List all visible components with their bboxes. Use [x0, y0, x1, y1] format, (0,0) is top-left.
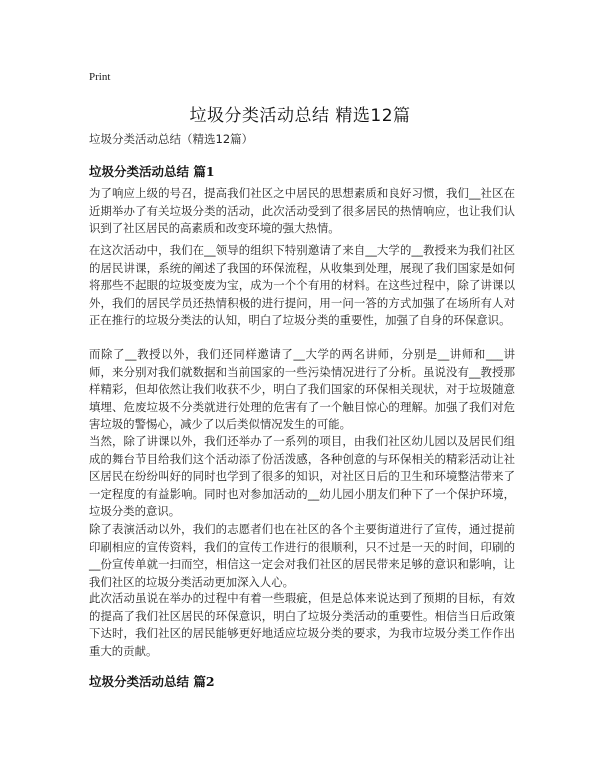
- section-heading-1: 垃圾分类活动总结 篇1: [89, 164, 215, 179]
- section-heading-2: 垃圾分类活动总结 篇2: [89, 674, 215, 689]
- paragraph-6: 此次活动虽说在举办的过程中有着一些瑕疵，但是总体来说达到了预期的目标，有效的提高了我们社区居民的环保意识，明白了垃圾分类活动的重要性。相信当日后政策下达时，我们社区的居民能够更好地适应垃圾分类的要求，为我市垃圾分类工作作出重大的贡献。: [89, 591, 515, 658]
- document-title: 垃圾分类活动总结 精选12篇: [189, 106, 411, 126]
- paragraph-1: 为了响应上级的号召，提高我们社区之中居民的思想素质和良好习惯，我们__社区在近期举办了有关垃圾分类的活动，此次活动受到了很多居民的热情响应，也让我们认识到了社区居民的高素质和改变环境的强大热情。: [89, 186, 515, 235]
- paragraph-3: 而除了__教授以外，我们还同样邀请了__大学的两名讲师，分别是__讲师和___讲师，来分别对我们就数据和当前国家的一些污染情况进行了分析。虽说没有__教授那样精彩，但却依然让我们收获不少，明白了我们国家的环保相关现状，对于垃圾随意填埋、危废垃圾不分类就进行处理的危害有了一个触目惊心的理解。加强了我们对危害垃圾的警惕心，减少了以后类似情况发生的可能。: [89, 347, 515, 431]
- print-link[interactable]: Print: [89, 71, 111, 83]
- paragraph-4: 当然，除了讲课以外，我们还举办了一系列的项目，由我们社区幼儿园以及居民们组成的舞台节目给我们这个活动添了份活泼感，各种创意的与环保相关的精彩活动让社区居民在纷纷叫好的同时也学到了很多的知识，对社区日后的卫生和环境整洁带来了一定程度的有益影响。同时也对参加活动的__幼儿园小朋友们种下了一个保护环境，垃圾分类的意识。: [89, 434, 515, 518]
- document-subtitle: 垃圾分类活动总结（精选12篇）: [89, 132, 254, 146]
- paragraph-5: 除了表演活动以外，我们的志愿者们也在社区的各个主要街道进行了宣传，通过提前印刷相应的宣传资料，我们的宣传工作进行的很顺利，只不过是一天的时间，印刷的__份宣传单就一扫而空，相信这一定会对我们社区的居民带来足够的意识和影响，让我们社区的垃圾分类活动更加深入人心。: [89, 522, 515, 589]
- paragraph-2: 在这次活动中，我们在__领导的组织下特别邀请了来自__大学的__教授来为我们社区的居民讲课，系统的阐述了我国的环保流程，从收集到处理，展现了我们国家是如何将那些不起眼的垃圾变废为宝，成为一个个有用的材料。在这些过程中，除了讲课以外，我们的居民学员还热情积极的进行提问，用一问一答的方式加强了在场所有人对正在推行的垃圾分类法的认知，明白了垃圾分类的重要性，加强了自身的环保意识。: [89, 243, 515, 327]
